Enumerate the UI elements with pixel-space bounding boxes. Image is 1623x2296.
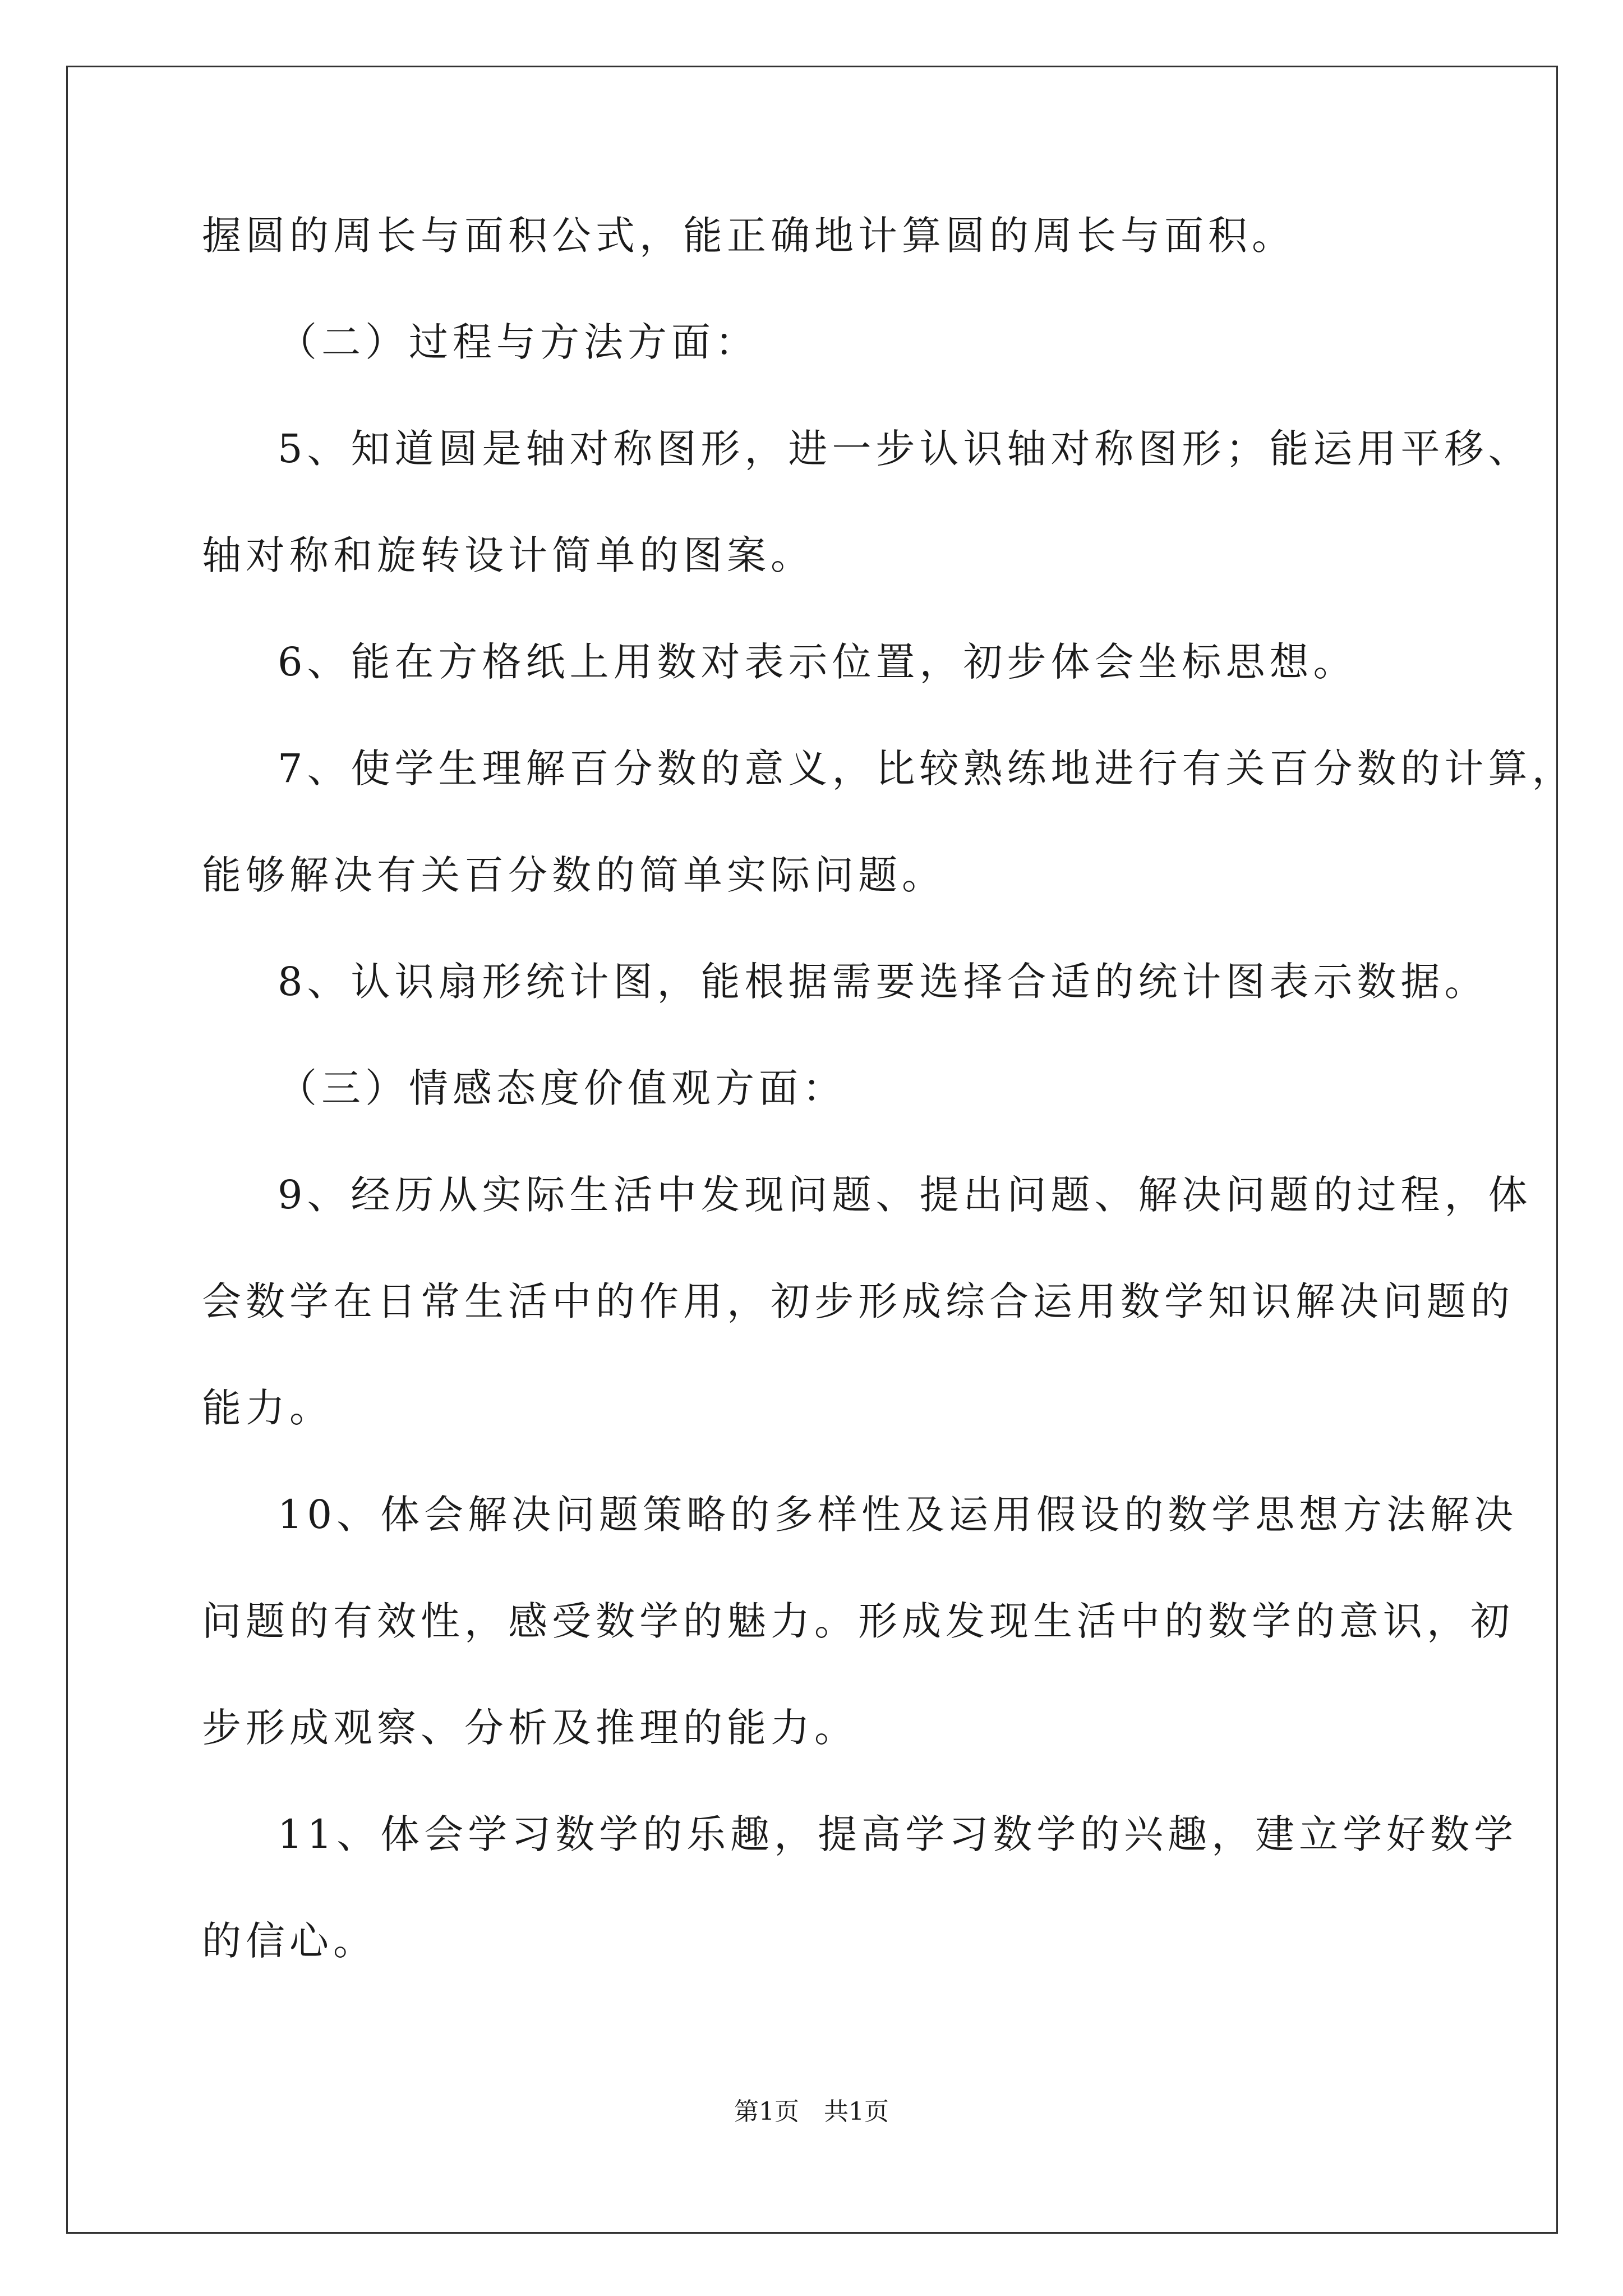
text-line: 能够解决有关百分数的简单实际问题。 <box>202 852 946 898</box>
section-heading: （二）过程与方法方面： <box>278 319 759 365</box>
text-line: 11、体会学习数学的乐趣，提高学习数学的兴趣，建立学好数学 <box>278 1811 1518 1857</box>
text-line: 10、体会解决问题策略的多样性及运用假设的数学思想方法解决 <box>278 1492 1518 1538</box>
text-line: 会数学在日常生活中的作用，初步形成综合运用数学知识解决问题的 <box>202 1278 1514 1324</box>
section-heading: （三）情感态度价值观方面： <box>278 1065 846 1111</box>
text-line: 9、经历从实际生活中发现问题、提出问题、解决问题的过程，体 <box>278 1172 1532 1218</box>
text-line: 握圆的周长与面积公式，能正确地计算圆的周长与面积。 <box>202 213 1295 259</box>
page-frame <box>66 66 1576 2234</box>
page-number-footer: 第1页 共1页 <box>734 2097 889 2126</box>
text-line: 步形成观察、分析及推理的能力。 <box>202 1705 858 1751</box>
text-line: 问题的有效性，感受数学的魅力。形成发现生活中的数学的意识，初 <box>202 1598 1514 1644</box>
text-line: 的信心。 <box>202 1918 377 1964</box>
text-line: 6、能在方格纸上用数对表示位置，初步体会坐标思想。 <box>278 639 1357 685</box>
text-line: 轴对称和旋转设计简单的图案。 <box>202 532 814 578</box>
text-line: 5、知道圆是轴对称图形，进一步认识轴对称图形；能运用平移、 <box>278 426 1532 472</box>
text-line: 7、使学生理解百分数的意义，比较熟练地进行有关百分数的计算， <box>278 746 1576 792</box>
text-line: 8、认识扇形统计图，能根据需要选择合适的统计图表示数据。 <box>278 959 1488 1005</box>
text-line: 能力。 <box>202 1385 333 1431</box>
